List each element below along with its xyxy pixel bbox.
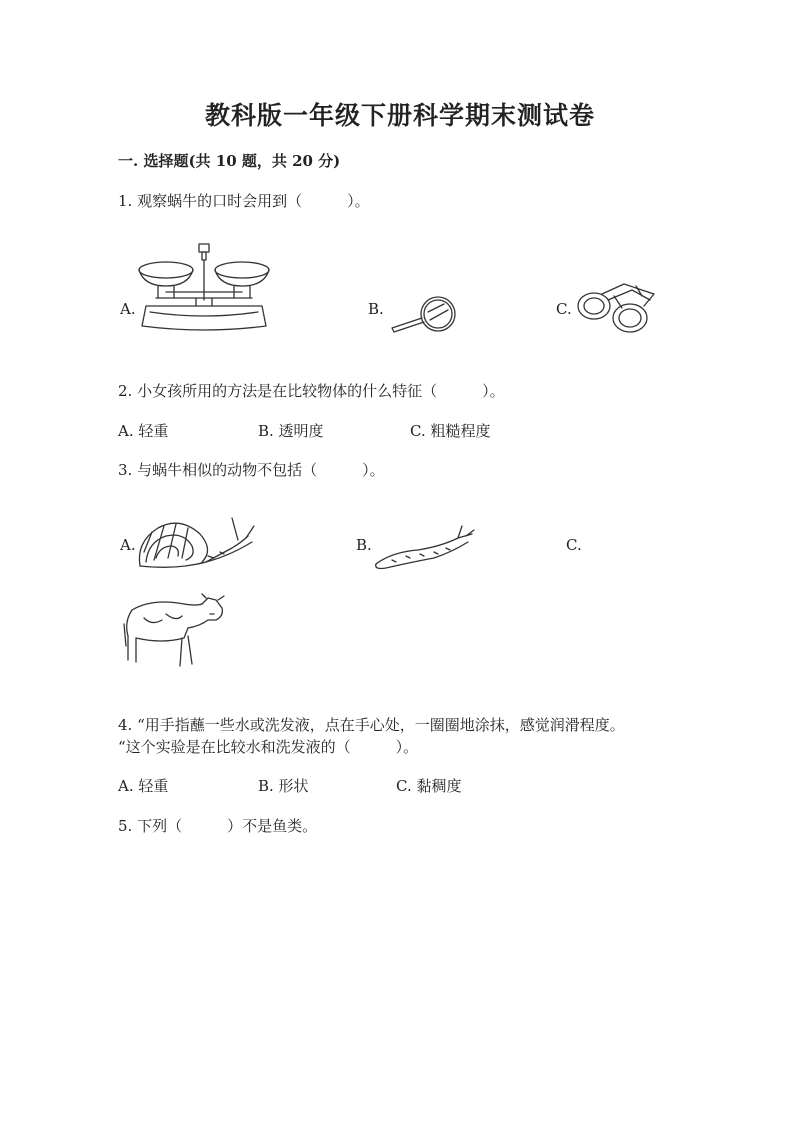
cow-icon bbox=[122, 592, 226, 672]
question-2: 2. 小女孩所用的方法是在比较物体的什么特征（ ）。 bbox=[118, 382, 505, 400]
q3-option-a-label: A. bbox=[120, 536, 136, 554]
q3-option-b-label: B. bbox=[356, 536, 372, 554]
q1-option-a-label: A. bbox=[120, 300, 136, 318]
q4-option-a: A. 轻重 bbox=[118, 777, 169, 795]
binoculars-icon bbox=[574, 278, 658, 336]
q2-option-a: A. 轻重 bbox=[118, 422, 169, 440]
q2-option-c: C. 粗糙程度 bbox=[410, 422, 491, 440]
question-3: 3. 与蜗牛相似的动物不包括（ ）。 bbox=[118, 461, 385, 479]
question-5: 5. 下列（ ）不是鱼类。 bbox=[118, 817, 318, 835]
balance-scale-icon bbox=[136, 240, 272, 335]
q1-option-c-label: C. bbox=[556, 300, 572, 318]
q2-option-b: B. 透明度 bbox=[258, 422, 324, 440]
q3-option-c-label: C. bbox=[566, 536, 582, 554]
q4-option-b: B. 形状 bbox=[258, 777, 309, 795]
slug-icon bbox=[372, 522, 476, 572]
question-4-line-1: 4. “用手指蘸一些水或洗发液，点在手心处，一圈圈地涂抹，感觉润滑程度。 bbox=[118, 716, 625, 734]
q4-option-c: C. 黏稠度 bbox=[396, 777, 462, 795]
question-4-line-2: “这个实验是在比较水和洗发液的（ ）。 bbox=[118, 738, 419, 756]
page-title: 教科版一年级下册科学期末测试卷 bbox=[204, 101, 595, 130]
magnifying-glass-icon bbox=[386, 296, 458, 334]
snail-icon bbox=[136, 512, 260, 572]
question-1: 1. 观察蜗牛的口时会用到（ ）。 bbox=[118, 192, 370, 210]
q1-option-b-label: B. bbox=[368, 300, 384, 318]
section-heading: 一. 选择题(共 10 题，共 20 分) bbox=[118, 152, 341, 170]
